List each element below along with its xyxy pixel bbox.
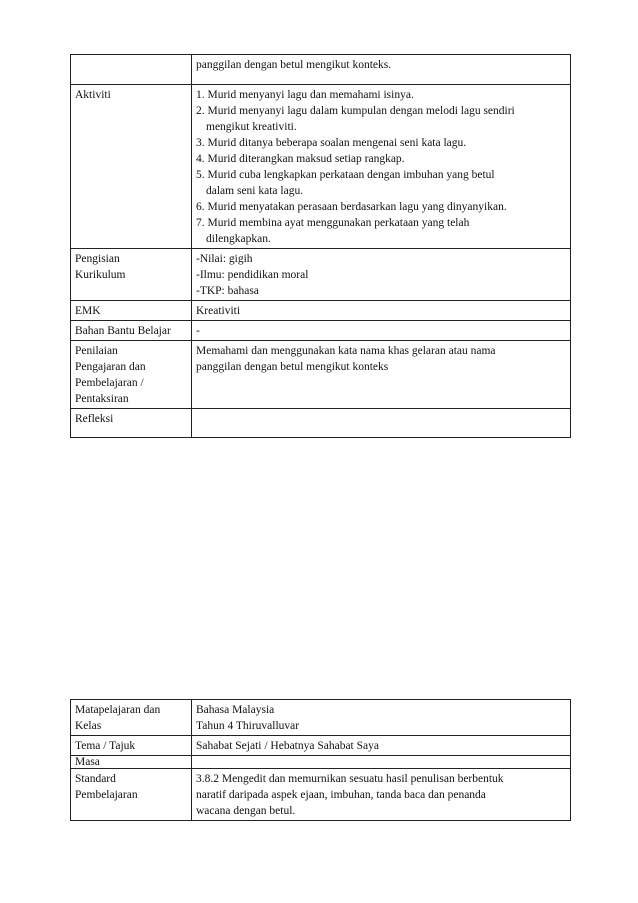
row-value-refleksi [192, 409, 571, 438]
text-line: Memahami dan menggunakan kata nama khas gelaran atau nama [196, 345, 496, 357]
row-label-refleksi: Refleksi [71, 409, 192, 438]
row-label-standard [71, 769, 192, 821]
activity-item: 5. Murid cuba lengkapkan perkataan dengan imbuhan yang betul [196, 169, 495, 181]
table-row [71, 249, 571, 301]
label-line: Kurikulum [75, 269, 126, 281]
text-line: panggilan dengan betul mengikut konteks [196, 361, 389, 373]
activity-item-continuation: dalam seni kata lagu. [206, 185, 304, 197]
row-label-bahan-bantu: Bahan Bantu Belajar [71, 321, 192, 341]
row-value-emk: Kreativiti [192, 301, 571, 321]
row-value-bahan-bantu: - [192, 321, 571, 341]
row-value-tema: Sahabat Sejati / Hebatnya Sahabat Saya [192, 736, 571, 756]
row-label-masa: Masa [71, 756, 192, 769]
label-line: Matapelajaran dan [75, 704, 161, 716]
table-row [71, 409, 571, 438]
table-row [71, 341, 571, 409]
row-label-aktiviti: Aktiviti [71, 85, 192, 249]
row-label-penilaian [71, 341, 192, 409]
row-label-matapelajaran [71, 700, 192, 736]
table-row [71, 769, 571, 821]
label-line: Pembelajaran [75, 789, 138, 801]
text-line: wacana dengan betul. [196, 805, 296, 817]
row-label-pengisian-kurikulum [71, 249, 192, 301]
activity-item: 2. Murid menyanyi lagu dalam kumpulan dengan melodi lagu sendiri [196, 105, 515, 117]
table-row [71, 301, 571, 321]
table-row [71, 85, 571, 249]
table-row [71, 756, 571, 769]
activity-list [192, 85, 571, 249]
row-value-masa [192, 756, 571, 769]
text-line: naratif daripada aspek ejaan, imbuhan, tanda baca dan penanda [196, 789, 486, 801]
label-line: Penilaian [75, 345, 118, 357]
row-value-penilaian [192, 341, 571, 409]
activity-item: 1. Murid menyanyi lagu dan memahami isinya. [196, 89, 414, 101]
row-value-continuation [192, 55, 571, 85]
text-line: Tahun 4 Thiruvalluvar [196, 720, 300, 732]
text-line: -Ilmu: pendidikan moral [196, 269, 309, 281]
activity-item: 7. Murid membina ayat menggunakan perkataan yang telah [196, 217, 470, 229]
table-row [71, 736, 571, 756]
label-line: Pentaksiran [75, 393, 129, 405]
activity-item-continuation: dilengkapkan. [206, 233, 271, 245]
label-line: Kelas [75, 720, 102, 732]
label-line: Pengajaran dan [75, 361, 146, 373]
text-line: Bahasa Malaysia [196, 704, 275, 716]
row-value-standard [192, 769, 571, 821]
row-label-emk: EMK [71, 301, 192, 321]
label-line: Standard [75, 773, 116, 785]
activity-item: 3. Murid ditanya beberapa soalan mengenai seni kata lagu. [196, 137, 467, 149]
row-value-matapelajaran [192, 700, 571, 736]
activity-item: 4. Murid diterangkan maksud setiap rangkap. [196, 153, 405, 165]
row-value-pengisian [192, 249, 571, 301]
row-label-tema: Tema / Tajuk [71, 736, 192, 756]
row-label-empty [71, 55, 192, 85]
label-line: Pembelajaran / [75, 377, 144, 389]
table-row [71, 55, 571, 85]
activity-item-continuation: mengikut kreativiti. [206, 121, 297, 133]
text-line: -Nilai: gigih [196, 253, 253, 265]
activity-item: 6. Murid menyatakan perasaan berdasarkan lagu yang dinyanyikan. [196, 201, 507, 213]
text-line: panggilan dengan betul mengikut konteks. [196, 59, 392, 71]
text-line: -TKP: bahasa [196, 285, 259, 297]
table-row [71, 321, 571, 341]
label-line: Pengisian [75, 253, 120, 265]
text-line: 3.8.2 Mengedit dan memurnikan sesuatu hasil penulisan berbentuk [196, 773, 504, 785]
lesson-plan-table-1 [70, 54, 571, 438]
table-row [71, 700, 571, 736]
lesson-plan-table-2 [70, 699, 571, 821]
